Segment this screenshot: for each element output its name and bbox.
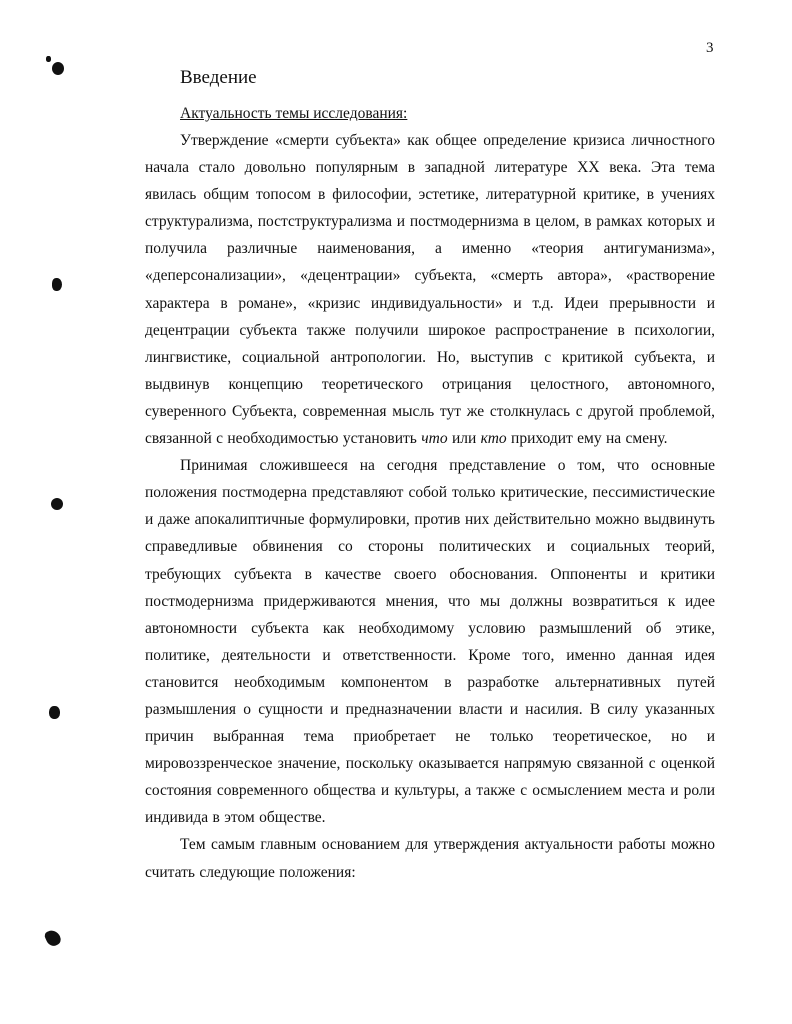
page-number: 3 (706, 40, 714, 56)
section-heading: Введение (180, 67, 257, 88)
punch-hole-mark (43, 928, 62, 948)
paragraph-3: Тем самым главным основанием для утверждения актуальности работы можно считать следующие положения: (145, 836, 715, 881)
punch-hole-mark (52, 278, 62, 291)
punch-hole-mark (51, 498, 63, 510)
paragraph-2: Принимая сложившееся на сегодня представление о том, что основные положения постмодерна представляют собой только критические, пессимистические и даже апокалиптичные формулировки, против них действительно можно выдвинуть справедливые обвинения со стороны политических и социальных теорий, требующих субъекта в качестве своего обоснования. Оппоненты и критики постмодернизма придерживаются мнения, что мы должны возвратиться к идее автономности субъекта как необходимому условию размышлений об этике, политике, деятельности и ответственности. Кроме того, именно данная идея становится необходимым компонентом в разработке альтернативных путей размышления о сущности и предназначении власти и насилия. В силу указанных причин выбранная тема приобретает не только теоретическое, но и мировоззренческое значение, поскольку оказывается напрямую связанной с оценкой состояния современного общества и культуры, а также с осмыслением места и роли индивида в этом обществе. (145, 457, 715, 827)
punch-hole-mark (46, 56, 51, 62)
punch-hole-mark (49, 706, 60, 719)
paragraph-1: Утверждение «смерти субъекта» как общее определение кризиса личностного начала стало довольно популярным в западной литературе XX века. Эта тема явилась общим топосом в философии, эстетике, литературной критике, в учениях структурализма, постструктурализма и постмодернизма в целом, в рамках которых и получила различные наименования, а именно «теория антигуманизма», «деперсонализации», «децентрации» субъекта, «смерть автора», «растворение характера в романе», «кризис индивидуальности» и т.д. Идеи прерывности и децентрации субъекта также получили широкое распространение в психологии, лингвистике, социальной антропологии. Но, выступив с критикой субъекта, и выдвинув концепцию теоретического отрицания целостного, автономного, суверенного Субъекта, современная мысль тут же столкнулась с другой проблемой, связанной с необходимостью установить что или кто приходит ему на смену. (145, 132, 715, 448)
punch-hole-mark (52, 62, 64, 75)
document-body (145, 66, 715, 886)
section-subheading: Актуальность темы исследования: (180, 105, 408, 122)
